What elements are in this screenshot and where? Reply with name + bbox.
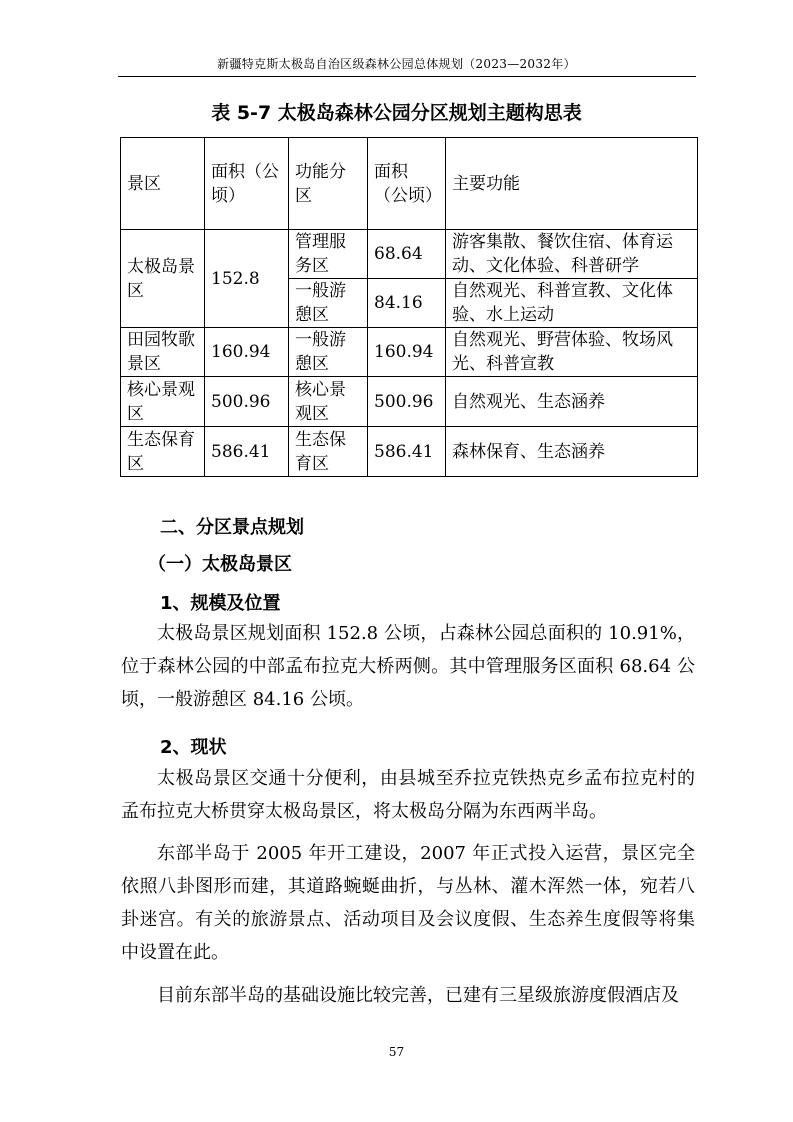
table-header-row (121, 138, 698, 230)
area-cell: 586.41 (205, 427, 289, 477)
paragraph: 东部半岛于 2005 年开工建设，2007 年正式投入运营，景区完全依照八卦图形而建，其道路蜿蜒曲折，与丛林、灌木浑然一体，宛若八卦迷宫。有关的旅游景点、活动项目及会议度假、生态养生度假等将集中设置在此。 (121, 843, 695, 963)
page-number: 57 (388, 1045, 405, 1059)
table-row (121, 230, 698, 279)
item-heading: 1、规模及位置 (160, 593, 281, 614)
section-heading: 二、分区景点规划 (160, 517, 304, 538)
column-header: 面积（公顷） (368, 138, 446, 230)
table-title: 表 5-7 太极岛森林公园分区规划主题构思表 (211, 102, 582, 124)
running-header: 新疆特克斯太极岛自治区级森林公园总体规划（2023—2032年） (217, 57, 576, 71)
subsection-heading: （一）太极岛景区 (148, 554, 292, 575)
column-header: 面积（公顷） (205, 138, 289, 230)
functions-cell: 森林保育、生态涵养 (446, 427, 698, 477)
scenic-area-cell: 太极岛景区 (121, 230, 205, 328)
zone-area-cell: 68.64 (368, 230, 446, 279)
zone-area-cell: 500.96 (368, 377, 446, 427)
functions-cell: 游客集散、餐饮住宿、体育运动、文化体验、科普研学 (446, 230, 698, 279)
zone-area-cell: 586.41 (368, 427, 446, 477)
paragraph: 目前东部半岛的基础设施比较完善，已建有三星级旅游度假酒店及 (157, 985, 679, 1006)
area-cell: 160.94 (205, 328, 289, 377)
zone-cell: 管理服务区 (289, 230, 368, 279)
scenic-area-cell: 核心景观区 (121, 377, 205, 427)
zone-cell: 一般游憩区 (289, 279, 368, 328)
header-rule (118, 76, 696, 77)
zone-cell: 生态保育区 (289, 427, 368, 477)
zoning-theme-table (120, 137, 698, 477)
table-row (121, 328, 698, 377)
scenic-area-cell: 生态保育区 (121, 427, 205, 477)
column-header: 功能分区 (289, 138, 368, 230)
zone-area-cell: 84.16 (368, 279, 446, 328)
functions-cell: 自然观光、科普宣教、文化体验、水上运动 (446, 279, 698, 328)
functions-cell: 自然观光、野营体验、牧场风光、科普宣教 (446, 328, 698, 377)
area-cell: 500.96 (205, 377, 289, 427)
table-row (121, 377, 698, 427)
zone-cell: 核心景观区 (289, 377, 368, 427)
paragraph: 太极岛景区交通十分便利，由县城至乔拉克铁热克乡孟布拉克村的孟布拉克大桥贯穿太极岛景区，将太极岛分隔为东西两半岛。 (121, 768, 695, 822)
column-header: 主要功能 (446, 138, 698, 230)
functions-cell: 自然观光、生态涵养 (446, 377, 698, 427)
paragraph: 太极岛景区规划面积 152.8 公顷，占森林公园总面积的 10.91%，位于森林公园的中部孟布拉克大桥两侧。其中管理服务区面积 68.64 公顷，一般游憩区 84.16 公顷。 (121, 623, 695, 710)
table-row (121, 427, 698, 477)
zone-area-cell: 160.94 (368, 328, 446, 377)
zone-cell: 一般游憩区 (289, 328, 368, 377)
area-cell: 152.8 (205, 230, 289, 328)
column-header: 景区 (121, 138, 205, 230)
scenic-area-cell: 田园牧歌景区 (121, 328, 205, 377)
item-heading: 2、现状 (160, 737, 227, 758)
